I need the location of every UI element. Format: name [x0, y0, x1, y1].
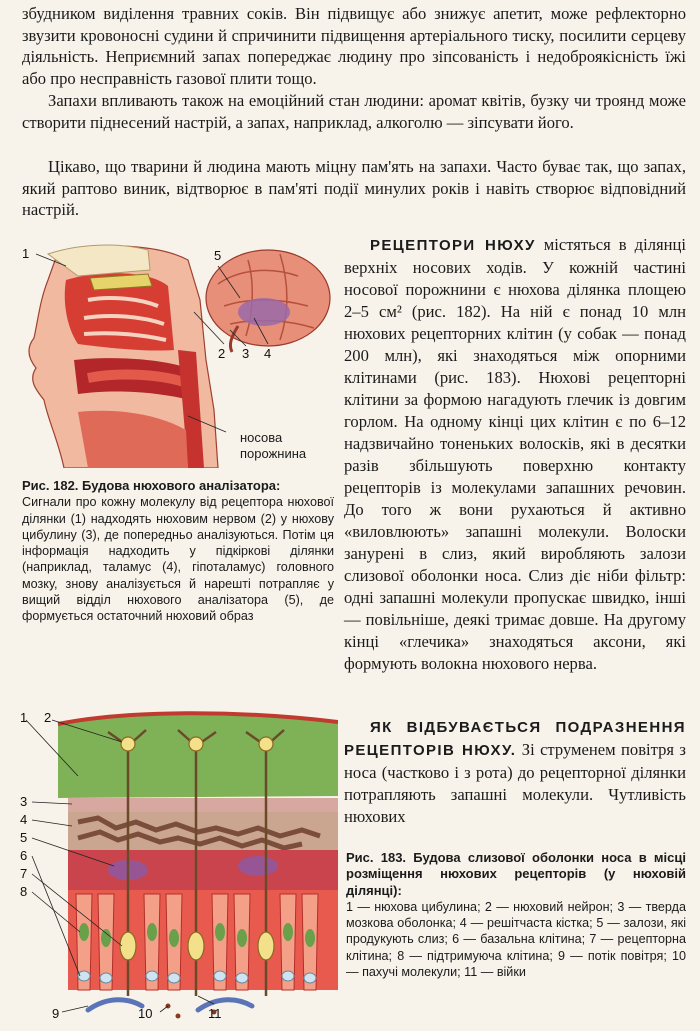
irritation-heading: ЯК ВІДБУВАЄТЬСЯ ПОДРАЗНЕННЯ РЕЦЕПТОРІВ НЮХУ. — [344, 719, 686, 759]
fig182-caption: Сигнали про кожну молекулу від рецептора нюхової ділянки (1) надходять нюховим нервом (2) у нюхову цибулину (3), де попередньо аналізуються. Потім ця інформація надходить у підкіркові ділянки (наприклад, таламус (4), гіпоталамус) головного мозку, знову аналізується й нарешті потрапляє у вищий відділ нюхового аналізатора (5), де формується остаточний нюховий образ — [22, 495, 334, 624]
intro-paragraph-3: Цікаво, що тварини й людина мають міцну пам'ять на запахи. Часто буває так, що запах, який раптово виник, відтворює в пам'яті події минулих років і навіть створює відповідний настрій. — [22, 157, 686, 220]
fig182-label-5: 5 — [214, 248, 222, 263]
fig183-label-5: 5 — [20, 830, 28, 845]
fig182-label-2: 2 — [218, 346, 226, 361]
intro-paragraph-2: Запахи впливають також на емоційний стан людини: аромат квітів, бузку чи троянд може створити піднесений настрій, а запах, наприклад, алкоголю — зіпсувати його. — [22, 91, 686, 132]
fig182-label-1: 1 — [22, 246, 30, 261]
fig182-label-3: 3 — [242, 346, 250, 361]
receptors-paragraph — [344, 234, 686, 675]
fig183-title: Рис. 183. Будова слизової оболонки носа в місці розміщення нюхових рецепторів (у нюховій ділянці): — [346, 850, 686, 898]
fig183-label-3: 3 — [20, 794, 28, 809]
fig183-label-8: 8 — [20, 884, 28, 899]
fig183-label-7: 7 — [20, 866, 28, 881]
fig183-label-9: 9 — [52, 1006, 60, 1021]
fig182-label-4: 4 — [264, 346, 272, 361]
fig183-label-10: 10 — [138, 1006, 153, 1021]
fig183-label-1: 1 — [20, 710, 28, 725]
fig183-caption-block — [346, 850, 686, 980]
irritation-text: Зі струменем повітря з носа (частково і з рота) до рецепторної ділянки потрапляють запашні молекули. Чутливість нюхових — [344, 740, 686, 826]
fig183-label-11: 11 — [208, 1006, 222, 1021]
fig182-title: Рис. 182. Будова нюхового аналізатора: — [22, 478, 281, 493]
fig183-label-4: 4 — [20, 812, 28, 827]
intro-paragraph-1: збудником виділення травних соків. Він підвищує або знижує апетит, може рефлекторно звузити кровоносні судини й спричинити підвищення артеріального тиску, посилити серцеву діяльність. Неприємний запах попереджає людину про зіпсованість і недоброякісність їжі або про несправність газової плити тощо. — [22, 4, 686, 88]
fig183-caption: 1 — нюхова цибулина; 2 — нюховий нейрон; 3 — тверда мозкова оболонка; 4 — решітчаста кістка; 5 — залози, які продукують слиз; 6 — базальна клітина; 7 — рецепторна клітина; 8 — підтримуюча клітина; 9 — потік повітря; 10 — пахучі молекули; 11 — війки — [346, 899, 686, 980]
fig182-caption-block — [22, 478, 334, 625]
fig182-cavity-label: носова порожнина — [240, 430, 307, 461]
receptors-text: містяться в ділянці верхніх носових ходів. У кожній частині носової порожнини є нюхова ділянка площею 2–5 см² (рис. 182). На ній є понад 10 млн нюхових рецепторних клітин (у собак — понад 200 млн), які знаходяться між опорними клітинами (рис. 183). Нюхові рецепторні клітини за формою нагадують глечик із довгим горлом. На одному кінці цих клітин є по 6–12 надзвичайно тоненьких волосків, які в десятки разів збільшують поверхню контакту рецепторів із молекулами запашних речовин. До того ж вони рухаються й активно «виловлюють» запашні молекули. Волоски занурені в слиз, який виробляють залози слизової оболонки носа. Слиз діє ніби фільтр: одні запашні молекули пропускає швидко, інші — повільніше, деякі тримає довше. На другому кінці «глечика» знаходяться аксони, які формують волокна нюхового нерва. — [344, 235, 686, 673]
irritation-paragraph — [344, 716, 686, 828]
fig183-label-2: 2 — [44, 710, 52, 725]
receptors-heading: РЕЦЕПТОРИ НЮХУ — [370, 237, 536, 254]
figure-183-illustration — [18, 706, 338, 1022]
fig183-label-6: 6 — [20, 848, 28, 863]
